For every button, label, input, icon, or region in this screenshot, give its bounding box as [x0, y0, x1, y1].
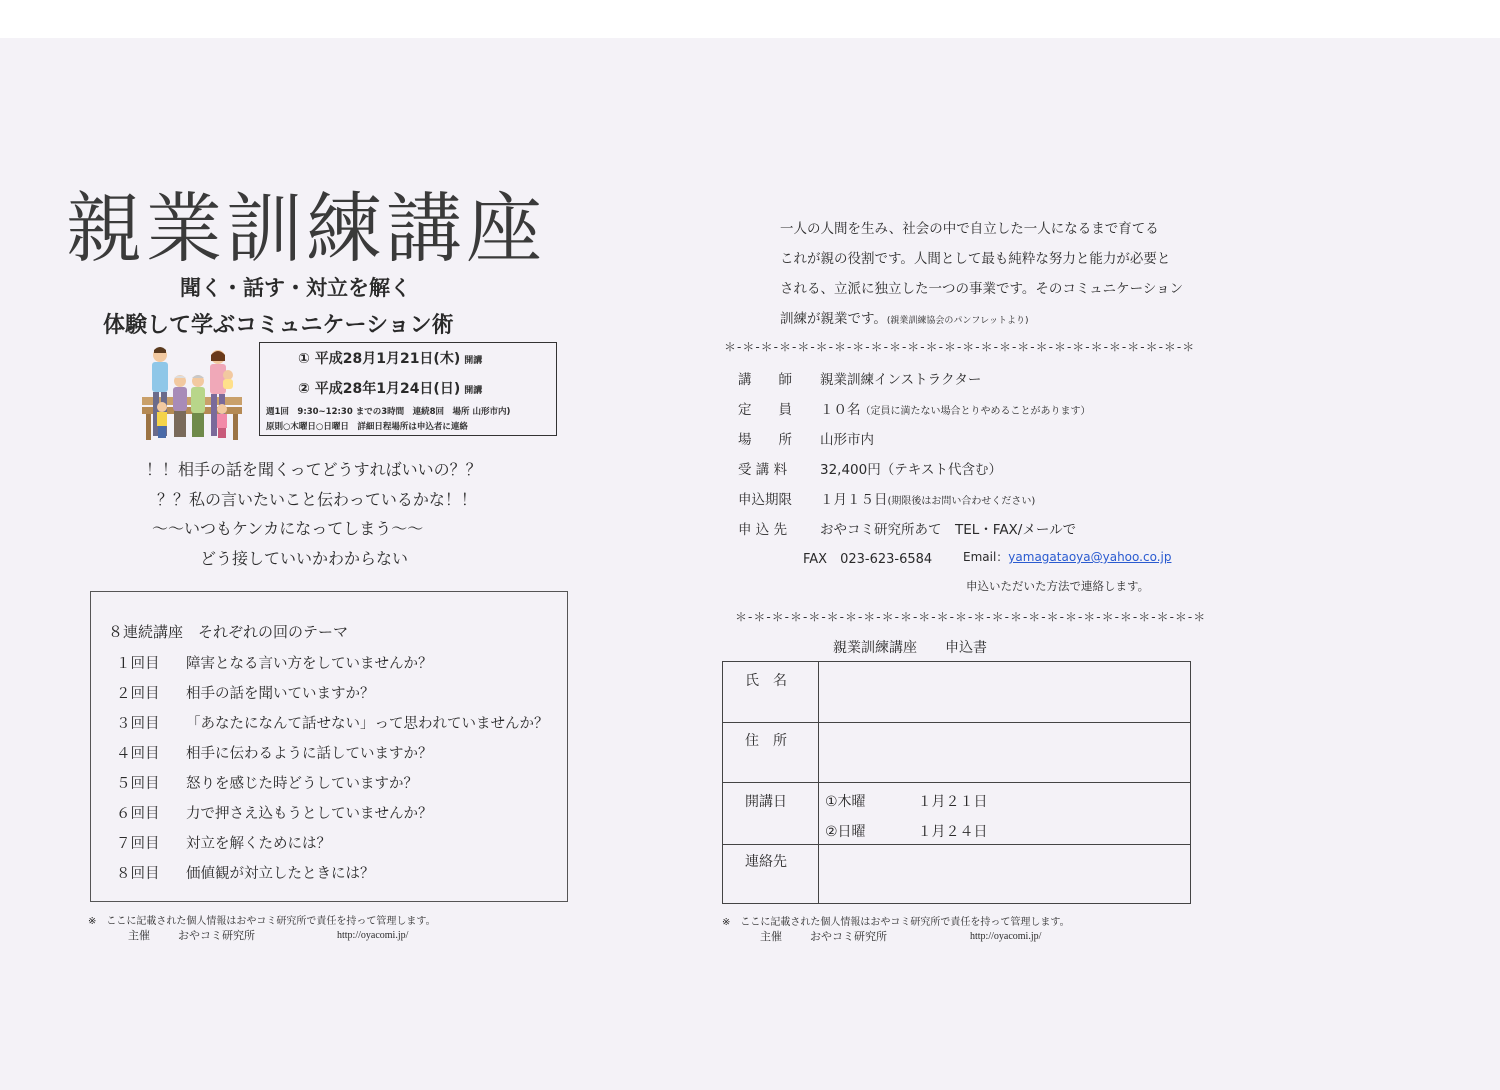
email-row — [963, 548, 1171, 565]
theme-text: 力で押さえ込もうとしていませんか？ — [186, 806, 433, 822]
schedule-date-1-text: ① 平成28月1月21日(木) — [298, 351, 461, 367]
theme-num: ７回目 — [116, 836, 160, 852]
theme-row — [116, 802, 433, 823]
schedule-date-2-text: ② 平成28年1月24日(日) — [298, 381, 461, 397]
info-label-fee: 受 講 料 — [738, 462, 788, 478]
theme-num: ４回目 — [116, 746, 160, 762]
form-name-label: 氏 名 — [745, 673, 787, 689]
form-address-label: 住 所 — [745, 733, 787, 749]
theme-row — [116, 682, 375, 703]
intro-source: (親業訓練協会のパンフレットより) — [886, 316, 1029, 326]
option-1-day: ①木曜 — [825, 794, 866, 810]
question-line-1: ！！相手の話を聞くってどうすればいいの？？ — [146, 460, 482, 479]
email-label: Email： — [963, 550, 1009, 564]
schedule-note-2: 原則○木曜日○日曜日 詳細日程場所は申込者に連絡 — [266, 422, 468, 432]
left-organizer-label: 主催 — [128, 929, 150, 942]
email-link[interactable]: yamagataoya@yahoo.co.jp — [1008, 550, 1172, 564]
schedule-date-2 — [298, 378, 482, 398]
application-form — [722, 661, 1191, 904]
intro-line-4 — [780, 307, 1029, 327]
subtitle-1: 聞く・話す・対立を解く — [180, 276, 411, 300]
question-line-4: どう接していいかわからない — [200, 549, 409, 568]
form-contact-label: 連絡先 — [745, 854, 787, 870]
intro-line-3: される、立派に独立した一つの事業です。そのコミュニケーション — [780, 281, 1184, 297]
theme-title: ８連続講座 それぞれの回のテーマ — [108, 623, 349, 641]
scan-top-margin — [0, 0, 1500, 38]
theme-num: ３回目 — [116, 716, 160, 732]
info-value-deadline — [820, 488, 1035, 508]
form-date-label: 開講日 — [745, 794, 787, 810]
theme-num: ８回目 — [116, 866, 160, 882]
subtitle-2: 体験して学ぶコミュニケーション術 — [103, 313, 454, 338]
right-organizer-label: 主催 — [760, 930, 782, 943]
deadline-value: １月１５日 — [820, 492, 888, 508]
form-date-option-2[interactable] — [825, 821, 988, 841]
info-label-instructor: 講 師 — [738, 372, 792, 388]
contact-note: 申込いただいた方法で連絡します。 — [966, 579, 1150, 593]
application-form-title: 親業訓練講座 申込書 — [833, 640, 987, 656]
question-line-3: ～～いつもケンカになってしまう～～ — [152, 519, 424, 538]
star-divider-1: ＊-＊-＊-＊-＊-＊-＊-＊-＊-＊-＊-＊-＊-＊-＊-＊-＊-＊-＊-＊-＊-＊-＊-＊-＊-＊ — [724, 340, 1196, 354]
info-value-capacity — [820, 398, 1091, 418]
theme-text: 「あなたになんて話せない」って思われていませんか？ — [186, 716, 549, 732]
theme-text: 障害となる言い方をしていませんか？ — [186, 656, 433, 672]
intro-line-2: これが親の役割です。人間として最も純粋な努力と能力が必要と — [780, 251, 1171, 267]
right-footnote: ※ ここに記載された個人情報はおやコミ研究所で責任を持って管理します。 — [722, 917, 1070, 928]
schedule-date-2-tag: 開講 — [464, 386, 483, 396]
theme-row — [116, 862, 375, 883]
info-value-location: 山形市内 — [820, 432, 874, 448]
form-row-divider — [723, 844, 1190, 845]
theme-text: 価値観が対立したときには？ — [186, 866, 375, 882]
theme-row — [116, 742, 433, 763]
family-illustration — [138, 345, 248, 445]
theme-row — [116, 832, 331, 853]
left-footnote: ※ ここに記載された個人情報はおやコミ研究所で責任を持って管理します。 — [88, 916, 436, 927]
option-2-day: ②日曜 — [825, 824, 866, 840]
page-title: 親業訓練講座 — [66, 184, 546, 273]
capacity-note: （定員に満たない場合とりやめることがあります） — [860, 406, 1091, 417]
info-value-instructor: 親業訓練インストラクター — [820, 372, 982, 388]
right-url[interactable]: http://oyacomi.jp/ — [970, 931, 1042, 942]
theme-num: ５回目 — [116, 776, 160, 792]
schedule-note-1: 週1回 9:30~12:30 までの3時間 連続8回 場所 山形市内) — [266, 407, 511, 417]
theme-text: 相手の話を聞いていますか？ — [186, 686, 375, 702]
left-organizer: おやコミ研究所 — [178, 929, 255, 942]
left-url[interactable]: http://oyacomi.jp/ — [337, 930, 409, 941]
form-row-divider — [723, 782, 1190, 783]
intro-line-1: 一人の人間を生み、社会の中で自立した一人になるまで育てる — [780, 221, 1159, 237]
info-label-capacity: 定 員 — [738, 402, 792, 418]
intro-line-4-text: 訓練が親業です。 — [780, 311, 887, 327]
option-1-date: １月２１日 — [917, 794, 988, 810]
theme-row — [116, 712, 549, 733]
question-line-2: ？？私の言いたいこと伝わっているかな！！ — [157, 490, 477, 509]
option-2-date: １月２４日 — [917, 824, 988, 840]
capacity-value: １０名 — [820, 402, 861, 418]
theme-text: 対立を解くためには？ — [186, 836, 331, 852]
theme-text: 怒りを感じた時どうしていますか？ — [186, 776, 418, 792]
theme-text: 相手に伝わるように話していますか？ — [186, 746, 433, 762]
theme-num: １回目 — [116, 656, 160, 672]
form-row-divider — [723, 722, 1190, 723]
schedule-date-1 — [298, 348, 482, 368]
theme-row — [116, 652, 433, 673]
info-value-fee: 32,400円（テキスト代含む） — [820, 462, 1002, 478]
info-label-location: 場 所 — [738, 432, 792, 448]
schedule-date-1-tag: 開講 — [464, 356, 483, 366]
info-label-deadline: 申込期限 — [738, 492, 792, 508]
deadline-note: (期限後はお問い合わせください) — [887, 496, 1036, 507]
theme-num: ２回目 — [116, 686, 160, 702]
info-value-apply-to: おやコミ研究所あて TEL・FAX/メールで — [820, 522, 1077, 538]
info-label-apply-to: 申 込 先 — [738, 522, 788, 538]
theme-row — [116, 772, 418, 793]
right-organizer: おやコミ研究所 — [810, 930, 887, 943]
star-divider-2: ＊-＊-＊-＊-＊-＊-＊-＊-＊-＊-＊-＊-＊-＊-＊-＊-＊-＊-＊-＊-＊-＊-＊-＊-＊-＊ — [735, 610, 1207, 624]
form-date-option-1[interactable] — [825, 791, 988, 811]
theme-num: ６回目 — [116, 806, 160, 822]
fax-number: FAX 023-623-6584 — [803, 552, 933, 567]
